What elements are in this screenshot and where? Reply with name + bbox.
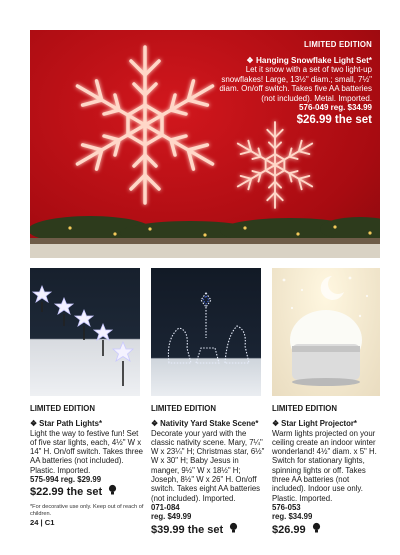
- product-price-row: [151, 522, 267, 538]
- star-light-projector-photo: [272, 268, 380, 396]
- limited-edition-badge: LIMITED EDITION: [272, 404, 337, 413]
- product-price: $26.99 the set: [296, 113, 372, 126]
- limited-edition-badge: LIMITED EDITION: [30, 404, 95, 413]
- product-reg-price: reg. $49.99: [151, 512, 192, 522]
- product-price: $26.99: [272, 523, 306, 536]
- product-star-light-projector: [272, 404, 382, 538]
- product-star-path-lights: [30, 404, 144, 517]
- nativity-yard-scene-photo: [151, 268, 261, 396]
- product-item-number: 071-084: [151, 502, 180, 512]
- product-description: Decorate your yard with the classic nativity scene. Mary, 7¼" W x 23¼" H; Christmas star, 6½" W x 30" H; Baby Jesus in manger, 9½" W x 18½" H; Joseph, 8½" W x 26" H. On/off switch. Takes eight AA batteries (not included). Imported.: [151, 428, 265, 503]
- product-reg-price: reg. $34.99: [272, 512, 313, 522]
- product-item-number: 576-053: [272, 502, 301, 512]
- product-nativity-yard-stake-scene: [151, 404, 267, 538]
- product-price-row: [30, 484, 144, 500]
- lightbulb-icon: [312, 522, 321, 538]
- product-description: Let it snow with a set of two light-up snowflakes! Large, 13½" diam.; small, 7½" diam. On/off switch. Takes five AA batteries (not included). Metal. Imported.: [219, 65, 372, 103]
- product-reg-price: 576-049 reg. $34.99: [299, 103, 372, 112]
- limited-edition-badge: LIMITED EDITION: [151, 404, 216, 413]
- product-price: $39.99 the set: [151, 523, 224, 536]
- safety-note: *For decorative use only. Keep out of reach of children.: [30, 504, 144, 517]
- product-reg-price: 575-994 reg. $29.99: [30, 475, 102, 485]
- product-price: $22.99 the set: [30, 486, 103, 499]
- product-title: ❖ Hanging Snowflake Light Set*: [246, 55, 372, 65]
- hero-product-copy: [214, 40, 372, 127]
- product-description: Light the way to festive fun! Set of five star lights, each, 4½" W x 14" H. On/off switch. Takes three AA batteries (not included). Plastic. Imported.: [30, 428, 143, 475]
- product-title: ❖ Nativity Yard Stake Scene*: [151, 419, 259, 429]
- limited-edition-badge: LIMITED EDITION: [304, 40, 372, 49]
- mantel: [30, 244, 380, 258]
- product-title: ❖ Star Path Lights*: [30, 419, 102, 429]
- page-number: 24 | C1: [30, 518, 55, 527]
- hero-snowflake-photo: [30, 30, 380, 258]
- product-description: Warm lights projected on your ceiling create an indoor winter wonderland! 4½" diam. x 5" H. Switch for stationary lights, spinning lights or off. Takes three AA batteries (not included). Indoor use only. Plastic. Imported.: [272, 428, 377, 503]
- product-price-row: [272, 522, 382, 538]
- product-title: ❖ Star Light Projector*: [272, 419, 357, 429]
- lightbulb-icon: [229, 522, 238, 538]
- lightbulb-icon: [108, 484, 117, 500]
- star-path-lights-photo: [30, 268, 140, 396]
